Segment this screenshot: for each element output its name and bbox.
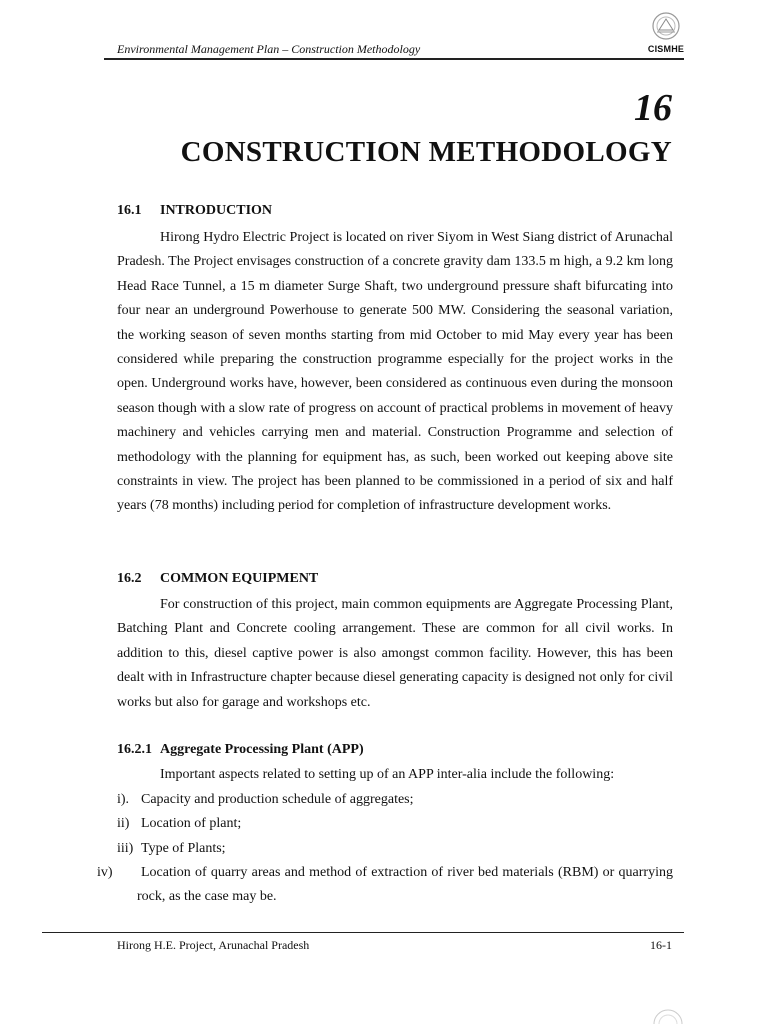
- list-item: [117, 812, 673, 836]
- cismhe-logo: [646, 12, 686, 56]
- footer-rule: [42, 932, 684, 933]
- header-rule: [104, 58, 684, 60]
- chapter-title: CONSTRUCTION METHODOLOGY: [180, 136, 672, 168]
- intro-paragraph: [117, 226, 673, 519]
- app-intro-paragraph: [117, 763, 673, 787]
- list-text: Location of plant;: [141, 816, 242, 831]
- list-marker: iii): [117, 841, 134, 856]
- section-heading-common: [117, 571, 318, 587]
- common-paragraph: [117, 593, 673, 715]
- common-text: For construction of this project, main common equipments are Aggregate Processing Plant, Batching Plant and Concrete cooling arrangement. These are common for all civil works. In addition to this, diesel captive power is also amongst common facility. However, this has been dealt with in Infrastructure chapter because diesel generating capacity is designed not only for civil works but also for garage and workshops etc.: [117, 597, 673, 710]
- list-text: Capacity and production schedule of aggregates;: [141, 792, 414, 807]
- list-marker: ii): [117, 816, 130, 831]
- list-marker: iv): [97, 865, 113, 880]
- logo-text: CISMHE: [647, 44, 685, 54]
- list-item: [117, 837, 673, 861]
- emblem-icon: [652, 12, 680, 42]
- section-heading-intro: [117, 203, 272, 219]
- running-header: Environmental Management Plan – Construction Methodology: [117, 42, 421, 56]
- app-intro-text: Important aspects related to setting up of an APP inter-alia include the following:: [160, 767, 615, 782]
- chapter-number: 16: [634, 87, 672, 129]
- list-text: Location of quarry areas and method of extraction of river bed materials (RBM) or quarrying rock, as the case may be.: [137, 865, 673, 905]
- section-title: Aggregate Processing Plant (APP): [160, 742, 364, 757]
- section-number: 16.2: [117, 571, 142, 586]
- list-text: Type of Plants;: [141, 841, 226, 856]
- page-number: 16-1: [650, 938, 672, 952]
- list-item: [97, 861, 673, 910]
- subsection-heading-app: [117, 742, 364, 758]
- section-number: 16.1: [117, 203, 142, 218]
- section-number: 16.2.1: [117, 742, 152, 757]
- intro-text: Hirong Hydro Electric Project is located on river Siyom in West Siang district of Arunachal Pradesh. The Project envisages construction of a concrete gravity dam 133.5 m high, a 9.2 km long Head Race Tunnel, a 15 m diameter Surge Shaft, two underground pressure shaft bifurcating into four near an underground Powerhouse to generate 500 MW. Considering the seasonal variation, the working season of seven months starting from mid October to mid May every year has been considered while preparing the construction programme especially for the project works in the open. Underground works have, however, been considered as continuous even during the monsoon season though with a slow rate of progress on account of practical problems in movement of heavy machinery and vehicles carrying men and material. Construction Programme and selection of methodology with the planning for equipment has, as such, been worked out keeping above site constraints in view. The project has been planned to be commissioned in a period of six and half years (78 months) including period for completion of infrastructure development works.: [117, 230, 673, 514]
- footer-project: Hirong H.E. Project, Arunachal Pradesh: [117, 938, 310, 952]
- section-title: COMMON EQUIPMENT: [160, 571, 319, 586]
- section-title: INTRODUCTION: [160, 203, 273, 218]
- list-item: [117, 788, 673, 812]
- emblem-icon: [652, 1008, 684, 1024]
- list-marker: i).: [117, 792, 130, 807]
